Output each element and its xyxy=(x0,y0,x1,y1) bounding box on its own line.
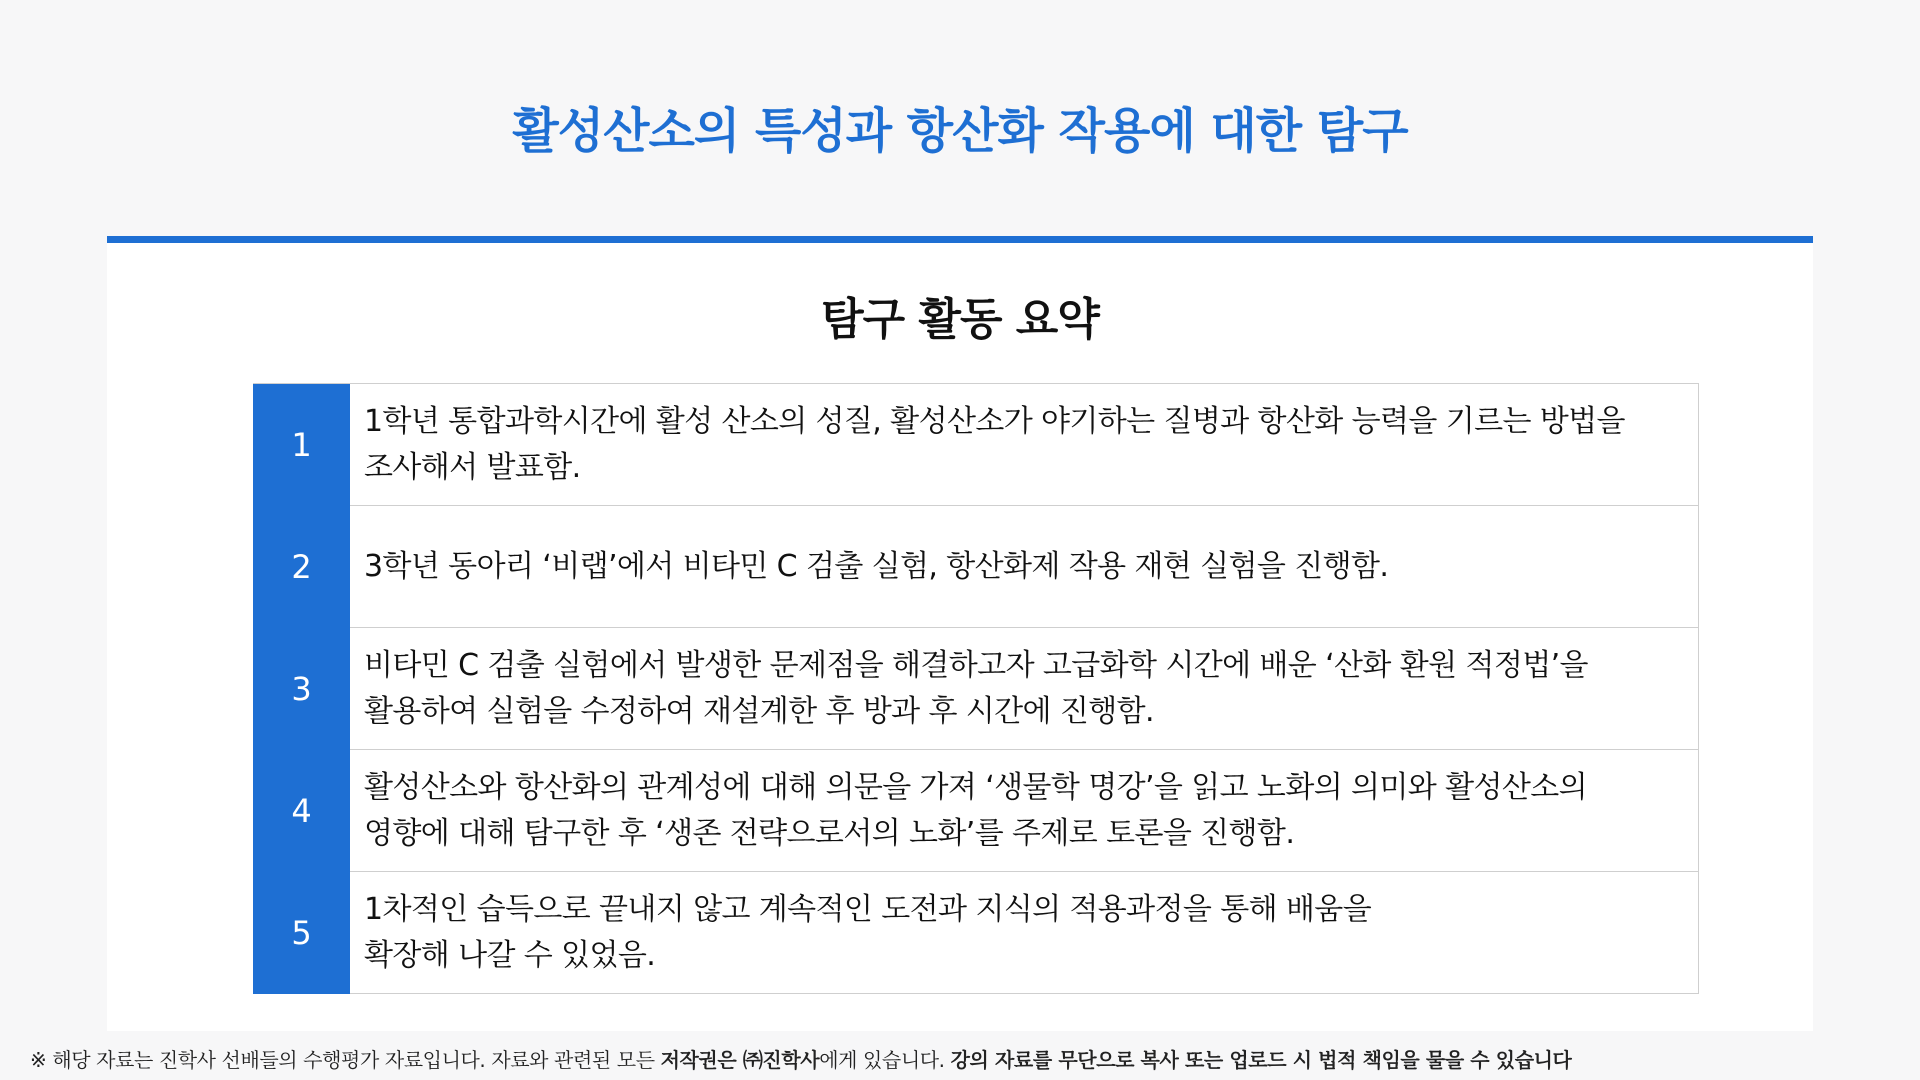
row-number: 1 xyxy=(253,384,350,506)
table-row xyxy=(253,384,1699,506)
row-text: 1차적인 습득으로 끝내지 않고 계속적인 도전과 지식의 적용과정을 통해 배움을 확장해 나갈 수 있었음. xyxy=(364,891,1372,973)
copyright-text: ※ 해당 자료는 진학사 선배들의 수행평가 자료입니다. 자료와 관련된 모든 xyxy=(30,1048,661,1072)
row-number: 4 xyxy=(253,750,350,872)
copyright-notice xyxy=(30,1044,1571,1073)
row-number: 5 xyxy=(253,872,350,994)
section-heading: 탐구 활동 요약 xyxy=(821,294,1099,345)
copyright-holder: 저작권은 ㈜진학사 xyxy=(660,1048,820,1072)
page-title: 활성산소의 특성과 항산화 작용에 대한 탐구 xyxy=(512,103,1408,159)
row-number: 3 xyxy=(253,628,350,750)
summary-table xyxy=(253,383,1699,994)
copyright-text: 에게 있습니다. xyxy=(819,1048,951,1072)
row-text: 1학년 통합과학시간에 활성 산소의 성질, 활성산소가 야기하는 질병과 항산화 능력을 기르는 방법을 조사해서 발표함. xyxy=(364,403,1625,485)
row-text: 3학년 동아리 ‘비랩’에서 비타민 C 검출 실험, 항산화제 작용 재현 실험을 진행함. xyxy=(364,548,1389,584)
table-row xyxy=(253,506,1699,628)
summary-card xyxy=(107,236,1813,1031)
table-row xyxy=(253,872,1699,994)
table-row xyxy=(253,750,1699,872)
copyright-warning: 강의 자료를 무단으로 복사 또는 업로드 시 법적 책임을 물을 수 있습니다 xyxy=(950,1048,1572,1072)
row-number: 2 xyxy=(253,506,350,628)
row-text: 활성산소와 항산화의 관계성에 대해 의문을 가져 ‘생물학 명강’을 읽고 노화의 의미와 활성산소의 영향에 대해 탐구한 후 ‘생존 전략으로서의 노화’를 주제로 토론을 진행함. xyxy=(364,769,1587,851)
table-row xyxy=(253,628,1699,750)
row-text: 비타민 C 검출 실험에서 발생한 문제점을 해결하고자 고급화학 시간에 배운 ‘산화 환원 적정법’을 활용하여 실험을 수정하여 재설계한 후 방과 후 시간에 진행함. xyxy=(364,647,1588,729)
